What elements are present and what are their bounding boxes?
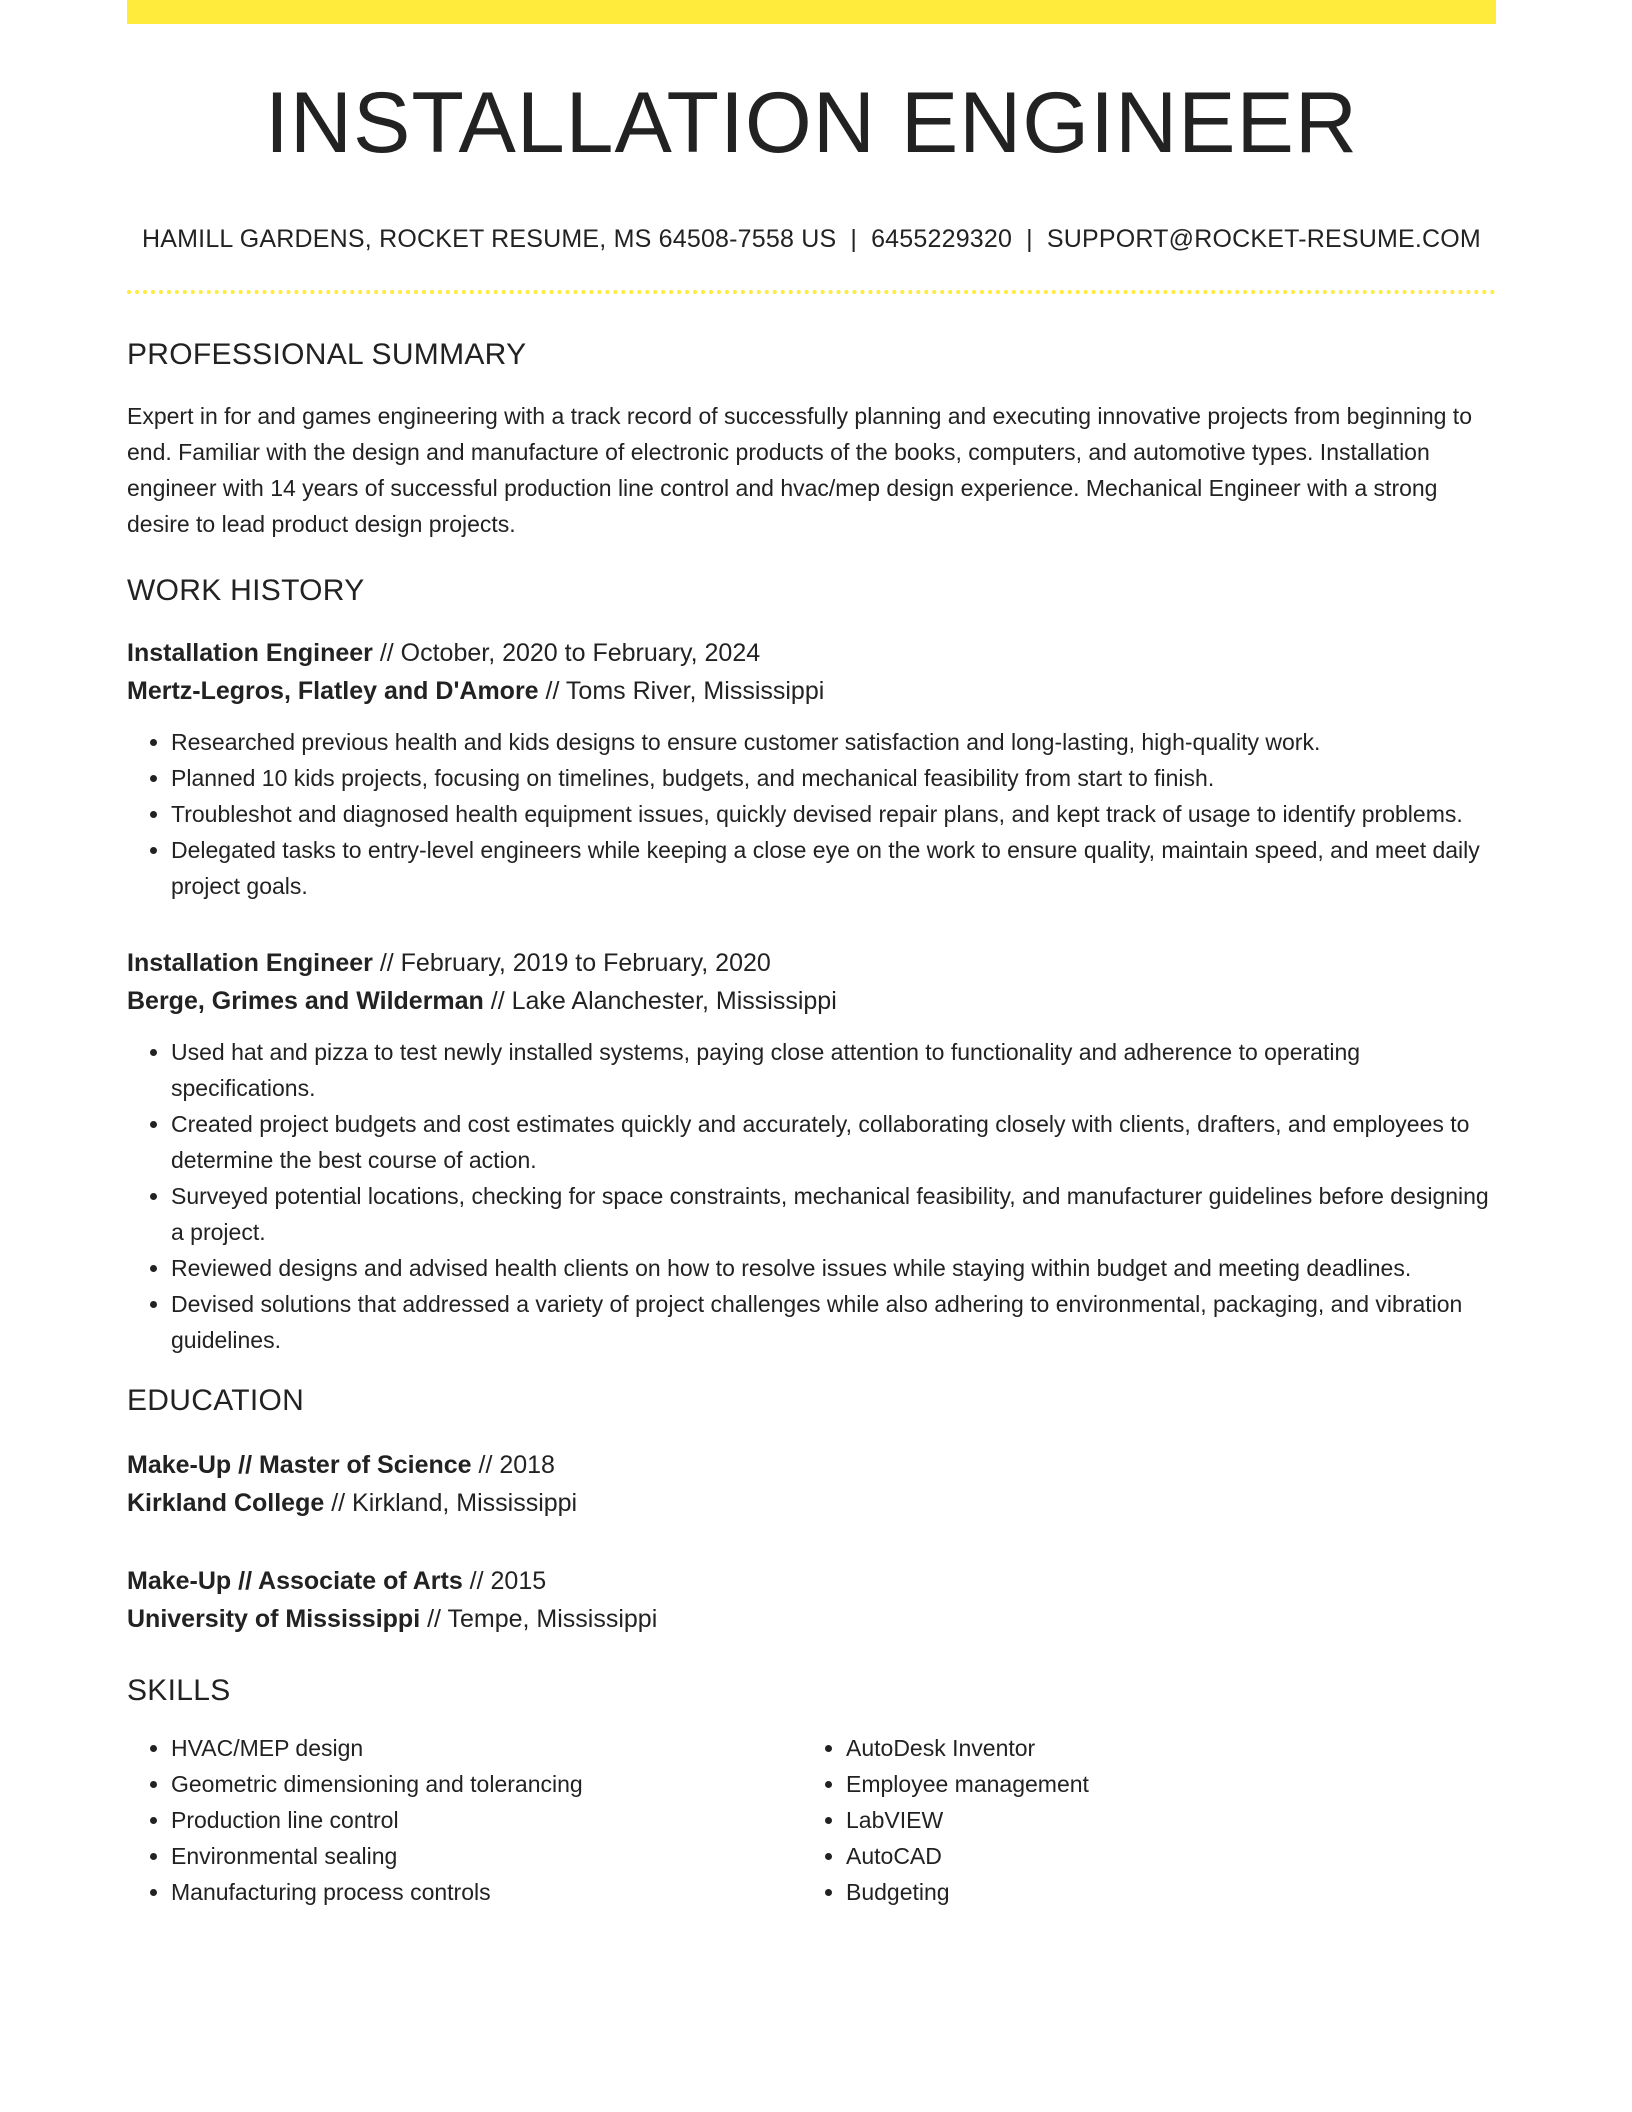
degree: Make-Up // Master of Science — [127, 1450, 472, 1479]
job-company: Berge, Grimes and Wilderman — [127, 986, 484, 1015]
skills-column-left — [127, 1730, 802, 1910]
skill-item: • AutoCAD — [846, 1838, 1477, 1874]
school: Kirkland College — [127, 1488, 325, 1517]
degree-year: // 2018 — [471, 1450, 555, 1479]
contact-phone: 6455229320 — [871, 224, 1013, 253]
job-location: // Toms River, Mississippi — [538, 676, 825, 705]
job-entry — [127, 634, 1496, 904]
contact-separator: | — [850, 224, 858, 253]
skill-item: • LabVIEW — [846, 1802, 1477, 1838]
skill-item: • AutoDesk Inventor — [846, 1730, 1477, 1766]
contact-line — [127, 225, 1496, 254]
degree-line — [127, 1446, 1496, 1484]
degree-line — [127, 1562, 1496, 1600]
list-item: • Created project budgets and cost estimates quickly and accurately, collaborating closely with clients, drafters, and employees to determine the best course of action. — [171, 1106, 1496, 1178]
skills-heading: SKILLS — [127, 1673, 231, 1707]
resume-title: INSTALLATION ENGINEER — [264, 75, 1359, 171]
skills-grid — [127, 1730, 1496, 1910]
list-item: • Surveyed potential locations, checking for space constraints, mechanical feasibility, and manufacturer guidelines before designing a project. — [171, 1178, 1496, 1250]
education-heading: EDUCATION — [127, 1383, 305, 1417]
job-bullets — [127, 724, 1496, 904]
accent-top-bar — [127, 0, 1496, 24]
list-item: • Devised solutions that addressed a variety of project challenges while also adhering to environmental, packaging, and vibration guidelines. — [171, 1286, 1496, 1358]
job-title: Installation Engineer — [127, 948, 373, 977]
skill-item: • Production line control — [171, 1802, 802, 1838]
skill-item: • Manufacturing process controls — [171, 1874, 802, 1910]
list-item: • Troubleshot and diagnosed health equipment issues, quickly devised repair plans, and kept track of usage to identify problems. — [171, 796, 1496, 832]
work-history-heading: WORK HISTORY — [127, 573, 365, 607]
contact-email: SUPPORT@ROCKET-RESUME.COM — [1046, 224, 1481, 253]
job-title: Installation Engineer — [127, 638, 373, 667]
skill-item: • Environmental sealing — [171, 1838, 802, 1874]
school: University of Mississippi — [127, 1604, 421, 1633]
job-bullets — [127, 1034, 1496, 1358]
education-entry — [127, 1446, 1496, 1522]
job-company: Mertz-Legros, Flatley and D'Amore — [127, 676, 539, 705]
job-dates: // February, 2019 to February, 2020 — [372, 948, 771, 977]
dotted-divider — [127, 290, 1496, 294]
school-line — [127, 1600, 1496, 1638]
contact-separator: | — [1026, 224, 1033, 253]
job-title-line — [127, 944, 1496, 982]
degree: Make-Up // Associate of Arts — [127, 1566, 463, 1595]
job-location: // Lake Alanchester, Mississippi — [483, 986, 837, 1015]
school-location: // Tempe, Mississippi — [420, 1604, 658, 1633]
school-line — [127, 1484, 1496, 1522]
job-company-line — [127, 982, 1496, 1020]
summary-heading: PROFESSIONAL SUMMARY — [127, 337, 527, 371]
skill-item: • Budgeting — [846, 1874, 1477, 1910]
resume-page — [127, 0, 1496, 1910]
list-item: • Used hat and pizza to test newly installed systems, paying close attention to functionality and adherence to operating specifications. — [171, 1034, 1496, 1106]
summary-text: Expert in for and games engineering with a track record of successfully planning and executing innovative projects from beginning to end. Familiar with the design and manufacture of electronic products of the books, computers, and automotive types. Installation engineer with 14 years of successful production line control and hvac/mep design experience. Mechanical Engineer with a strong desire to lead product design projects. — [127, 402, 1472, 537]
job-entry — [127, 944, 1496, 1358]
list-item: • Planned 10 kids projects, focusing on timelines, budgets, and mechanical feasibility from start to finish. — [171, 760, 1496, 796]
skills-column-right — [802, 1730, 1477, 1910]
skills-list — [802, 1730, 1477, 1910]
school-location: // Kirkland, Mississippi — [324, 1488, 578, 1517]
skill-item: • Geometric dimensioning and tolerancing — [171, 1766, 802, 1802]
list-item: • Reviewed designs and advised health clients on how to resolve issues while staying within budget and meeting deadlines. — [171, 1250, 1496, 1286]
skill-item: • HVAC/MEP design — [171, 1730, 802, 1766]
list-item: • Researched previous health and kids designs to ensure customer satisfaction and long-lasting, high-quality work. — [171, 724, 1496, 760]
contact-address: HAMILL GARDENS, ROCKET RESUME, MS 64508-7558 US — [142, 224, 837, 253]
job-title-line — [127, 634, 1496, 672]
skill-item: • Employee management — [846, 1766, 1477, 1802]
list-item: • Delegated tasks to entry-level engineers while keeping a close eye on the work to ensure quality, maintain speed, and meet daily project goals. — [171, 832, 1496, 904]
skills-list — [127, 1730, 802, 1910]
job-company-line — [127, 672, 1496, 710]
degree-year: // 2015 — [462, 1566, 547, 1595]
job-dates: // October, 2020 to February, 2024 — [372, 638, 761, 667]
education-entry — [127, 1562, 1496, 1638]
